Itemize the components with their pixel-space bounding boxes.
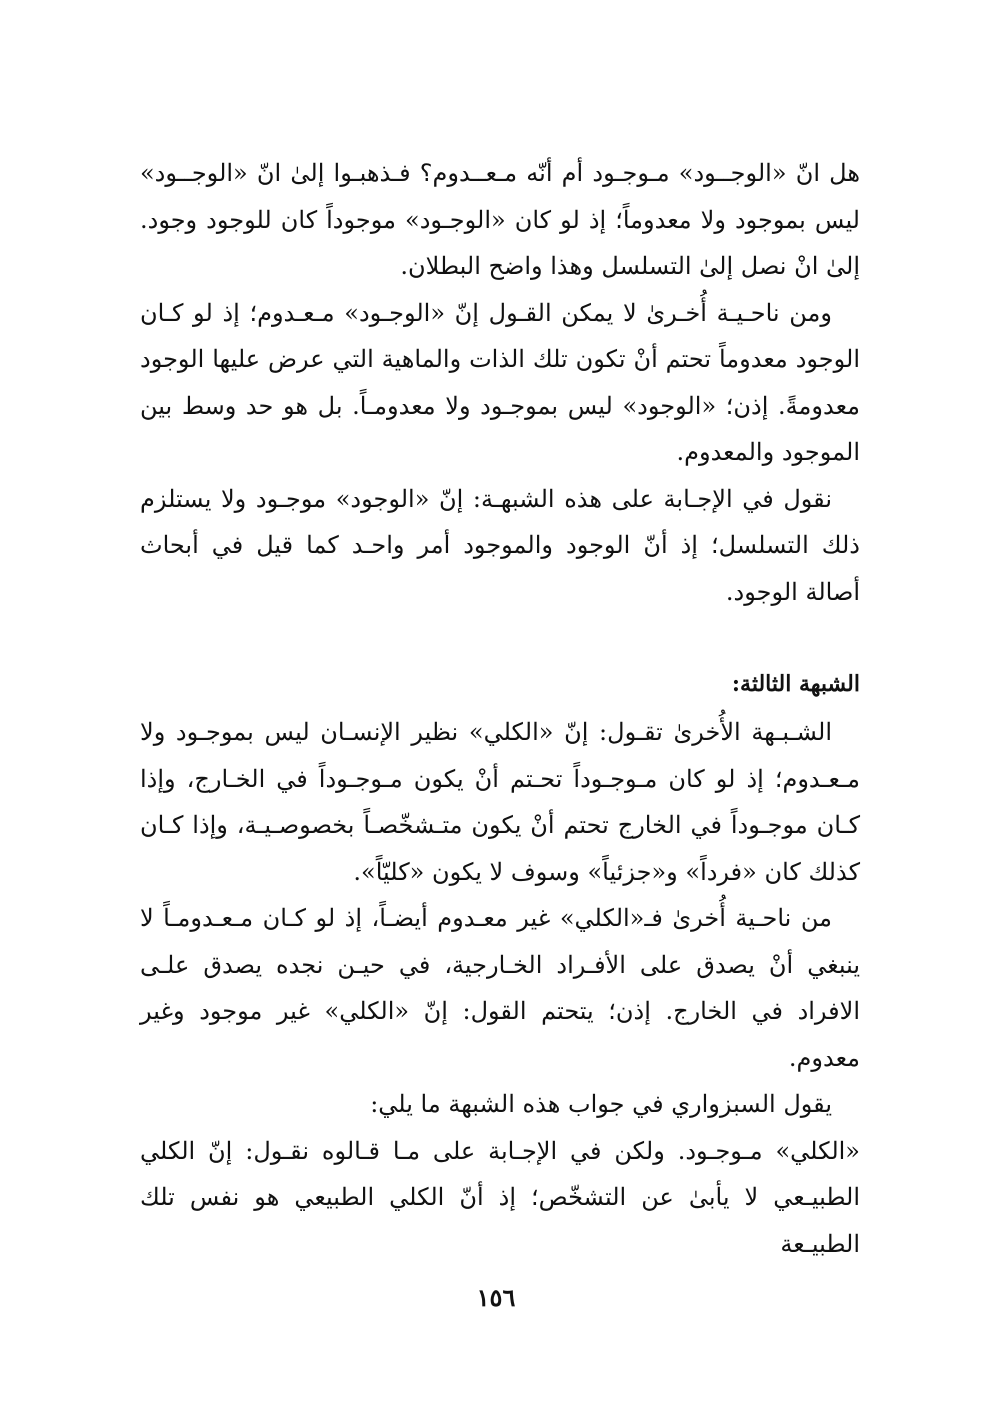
paragraph-4: الشـبـهة الأُخرىٰ تقـول: إنّ «الكلي» نظير الإنسـان ليس بموجـود ولا مـعـدوم؛ إذ لو كان مـوجـوداً تحـتم أنْ يكون مـوجـوداً في الخـارج، وإذا كـان موجـوداً في الخارج تحتم أنْ يكون متـشخّصـاً بخصوصـيـة، وإذا كـان كذلك كان «فرداً» و«جزئياً» وسوف لا يكون «كليّاً». [140,718,860,886]
paragraph-3: نقول في الإجـابة على هذه الشبهـة: إنّ «الوجود» موجـود ولا يستلزم ذلك التسلسل؛ إذ أنّ الوجود والموجود أمر واحـد كما قيل في أبحاث أصالة الوجود. [140,484,860,606]
paragraph-5: من ناحـية أُخرىٰ فـ«الكلي» غير معـدوم أيضـاً، إذ لو كـان مـعـدومـاً لا ينبغي أنْ يصدق على الأفـراد الخـارجية، في حيـن نجده يصدق علـى الافراد في الخارج. إذن؛ يتحتم القول: إنّ «الكلي» غير موجود وغير معدوم. [140,904,860,1072]
page-number: ١٥٦ [476,1283,516,1312]
section-spacer [140,615,860,661]
paragraph-2: ومن ناحـيـة أُخـرىٰ لا يمكن القـول إنّ «الوجـود» مـعـدوم؛ إذ لو كـان الوجود معدوماً تحتم أنْ تكون تلك الذات والماهية التي عرض عليها الوجود معدومةً. إذن؛ «الوجود» ليس بموجـود ولا معدومـاً. بل هو حد وسط بين الموجود والمعدوم. [140,298,860,466]
paragraph-1: هل انّ «الوجــود» مـوجـود أم أنّه مـعــدوم؟ فـذهبـوا إلىٰ انّ «الوجــود» ليس بموجود ولا معدوماً؛ إذ لو كان «الوجـود» موجوداً كان للوجود وجود. إلىٰ انْ نصل إلىٰ التسلسل وهذا واضح البطلان. [140,159,860,280]
body-text [140,150,860,1267]
paragraph-6: يقول السبزواري في جواب هذه الشبهة ما يلي: [370,1090,832,1118]
section-heading: الشبهة الثالثة: [731,671,860,697]
paragraph-7: «الكلي» مـوجـود. ولكن في الإجـابة على مـا قـالوه نقـول: إنّ الكلي الطبيـعي لا يأبىٰ عن التشخّص؛ إذ أنّ الكلي الطبيعي هو نفس تلك الطبيـعة [140,1136,860,1258]
